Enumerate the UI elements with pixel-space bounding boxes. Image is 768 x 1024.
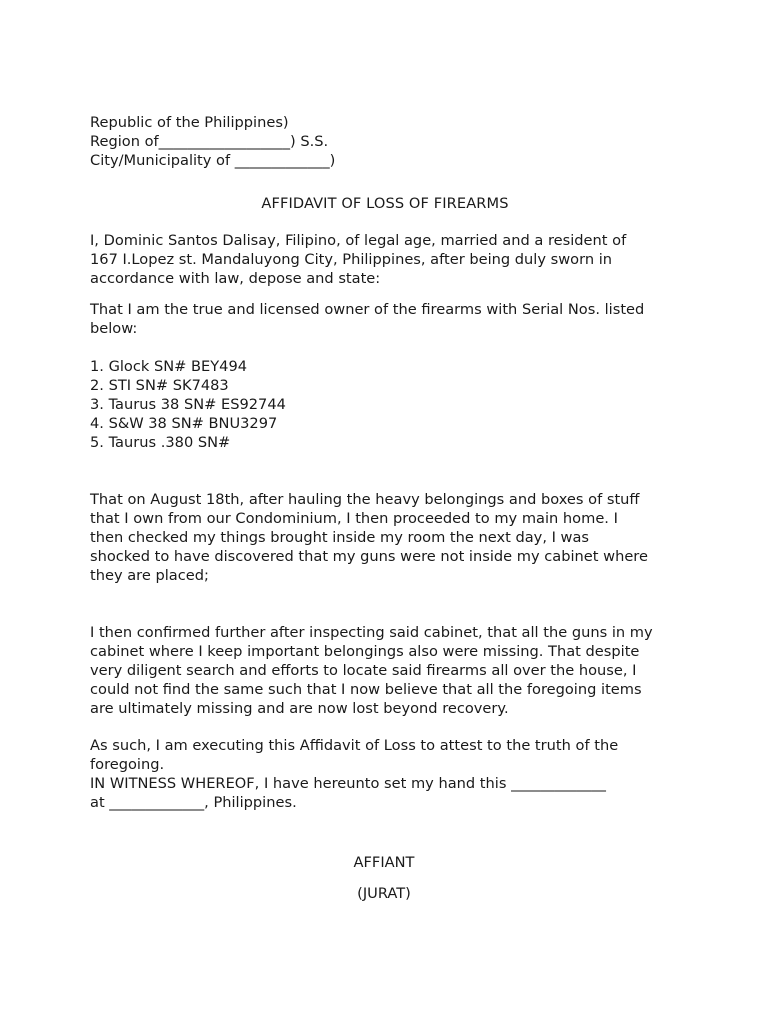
august-paragraph: [90, 490, 690, 585]
paragraph-line: I, Dominic Santos Dalisay, Filipino, of legal age, married and a resident of: [90, 232, 627, 249]
paragraph-line: are ultimately missing and are now lost beyond recovery.: [90, 700, 509, 717]
owner-paragraph: [90, 300, 690, 338]
firearm-list-item: 1. Glock SN# BEY494: [90, 358, 248, 375]
paragraph-line: shocked to have discovered that my guns were not inside my cabinet where: [90, 548, 648, 565]
affiant-label: AFFIANT: [353, 854, 415, 871]
confirm-paragraph: [90, 623, 690, 718]
closing-paragraph: [90, 736, 690, 812]
paragraph-line: below:: [90, 320, 138, 337]
paragraph-line: That I am the true and licensed owner of the firearms with Serial Nos. listed: [90, 301, 645, 318]
witness-line: IN WITNESS WHEREOF, I have hereunto set my hand this _____________: [90, 775, 606, 792]
venue-line-region: Region of__________________) S.S.: [90, 133, 329, 150]
paragraph-line: I then confirmed further after inspecting said cabinet, that all the guns in my: [90, 624, 653, 641]
venue-line-republic: Republic of the Philippines): [90, 114, 289, 131]
venue-line-city: City/Municipality of _____________): [90, 152, 336, 169]
paragraph-line: could not find the same such that I now believe that all the foregoing items: [90, 681, 642, 698]
jurat-label: (JURAT): [357, 885, 411, 902]
document-title: AFFIDAVIT OF LOSS OF FIREARMS: [261, 195, 509, 212]
paragraph-line: then checked my things brought inside my room the next day, I was: [90, 529, 590, 546]
firearm-list-item: 3. Taurus 38 SN# ES92744: [90, 396, 286, 413]
intro-paragraph: [90, 231, 690, 288]
venue-header: [90, 113, 690, 170]
paragraph-line: As such, I am executing this Affidavit of Loss to attest to the truth of the: [90, 737, 619, 754]
paragraph-line: accordance with law, depose and state:: [90, 270, 381, 287]
paragraph-line: that I own from our Condominium, I then proceeded to my main home. I: [90, 510, 618, 527]
paragraph-line: cabinet where I keep important belongings also were missing. That despite: [90, 643, 640, 660]
firearm-list-item: 2. STI SN# SK7483: [90, 377, 229, 394]
paragraph-line: That on August 18th, after hauling the heavy belongings and boxes of stuff: [90, 491, 640, 508]
firearm-list-item: 5. Taurus .380 SN#: [90, 434, 231, 451]
paragraph-line: 167 I.Lopez st. Mandaluyong City, Philippines, after being duly sworn in: [90, 251, 613, 268]
paragraph-line: very diligent search and efforts to locate said firearms all over the house, I: [90, 662, 637, 679]
affidavit-document: [90, 113, 690, 903]
paragraph-line: foregoing.: [90, 756, 165, 773]
firearms-list: [90, 357, 690, 452]
firearm-list-item: 4. S&W 38 SN# BNU3297: [90, 415, 278, 432]
paragraph-line: they are placed;: [90, 567, 209, 584]
witness-location-line: at _____________, Philippines.: [90, 794, 297, 811]
